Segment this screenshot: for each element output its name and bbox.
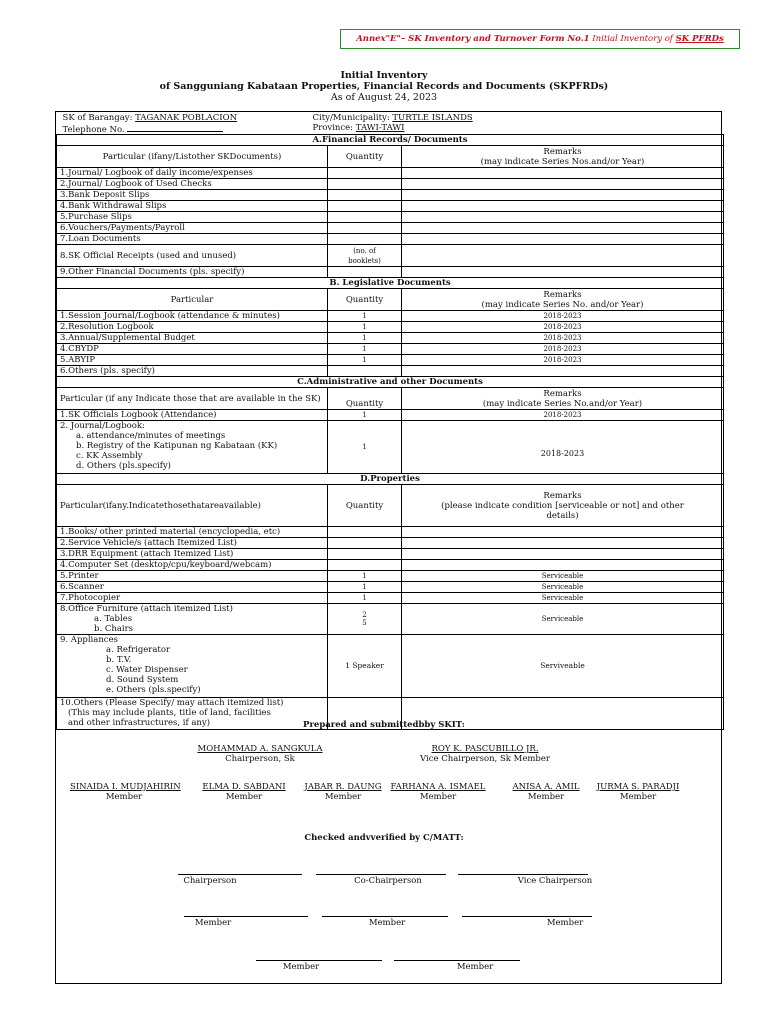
- annex-prefix: Annex"E"– SK Inventory and Turnover Form No.1: [356, 34, 590, 44]
- signature-line: [184, 916, 308, 917]
- table-row: [57, 245, 724, 267]
- remarks-cell: Serviceable: [402, 571, 724, 582]
- furniture-item: b. Chairs: [94, 624, 134, 634]
- telephone-label: Telephone No.: [62, 125, 128, 135]
- quantity-cell: [328, 267, 402, 278]
- remarks-cell: [402, 234, 724, 245]
- appliances-title: 9. Appliances: [60, 635, 118, 645]
- checker-role: Member: [456, 962, 494, 972]
- particular-cell: 4.Bank Withdrawal Slips: [57, 201, 328, 212]
- table-row: [57, 366, 724, 377]
- header-info-row: [57, 112, 724, 135]
- member-name: ELMA D. SABDANI: [202, 782, 286, 792]
- section-a-col-quantity: Quantity: [328, 146, 402, 168]
- section-d-remarks-title: Remarks: [543, 490, 582, 501]
- signature-line: [394, 960, 520, 961]
- member-name: SINAIDA I. MUDJAHIRIN: [70, 782, 181, 792]
- appliance-item: e. Others (pls.specify): [106, 685, 201, 695]
- inventory-table: [56, 112, 724, 730]
- member-signatory: [504, 782, 588, 802]
- quantity-cell: [328, 190, 402, 201]
- annex-label: [340, 29, 740, 49]
- quantity-cell: 1: [328, 582, 402, 593]
- section-d-remarks-details: details): [546, 510, 579, 521]
- quantity-cell: [328, 223, 402, 234]
- particular-cell: 1.Journal/ Logbook of daily income/expenses: [57, 168, 328, 179]
- quantity-cell: 1: [328, 322, 402, 333]
- appliance-item: a. Refrigerator: [106, 645, 171, 655]
- quantity-cell: [328, 179, 402, 190]
- quantity-cell: [328, 234, 402, 245]
- table-row: [57, 168, 724, 179]
- quantity-cell: 1: [328, 333, 402, 344]
- remarks-cell: Serviceable: [402, 582, 724, 593]
- barangay-field: [63, 113, 238, 123]
- remarks-cell: [402, 366, 724, 377]
- particular-cell: 4.Computer Set (desktop/cpu/keyboard/webcam): [57, 560, 328, 571]
- section-d-title: D.Properties: [57, 474, 724, 485]
- table-row: [57, 311, 724, 322]
- section-d-header: [57, 485, 724, 527]
- city-field: [313, 113, 473, 123]
- particular-cell: 1.Books/ other printed material (encyclopedia, etc): [57, 527, 328, 538]
- checker-role: Member: [546, 918, 584, 928]
- signature-line: [316, 874, 446, 875]
- remarks-cell: [402, 212, 724, 223]
- remarks-cell: 2018-2023: [402, 333, 724, 344]
- remarks-cell: 2018-2023: [402, 311, 724, 322]
- particular-cell: 9.Other Financial Documents (pls. specify): [57, 267, 328, 278]
- section-c-remarks-note: (may indicate Series No.and/or Year): [482, 398, 643, 409]
- member-name: ANISA A. AMIL: [512, 782, 580, 792]
- section-c-title: C.Administrative and other Documents: [57, 377, 724, 388]
- particular-cell: 6.Vouchers/Payments/Payroll: [57, 223, 328, 234]
- member-name: FARHANA A. ISMAEL: [390, 782, 486, 792]
- heading-subtitle: of Sangguniang Kabataan Properties, Financial Records and Documents (SKPFRDs): [159, 81, 609, 92]
- particular-cell: 2.Resolution Logbook: [57, 322, 328, 333]
- appliance-item: c. Water Dispenser: [106, 665, 188, 675]
- remarks-cell: [402, 223, 724, 234]
- section-a-col-remarks: [402, 146, 724, 168]
- document-heading: [0, 70, 768, 103]
- quantity-cell: [328, 212, 402, 223]
- section-a-title: A.Financial Records/ Documents: [57, 135, 724, 146]
- barangay-value: TAGANAK POBLACION: [135, 113, 238, 123]
- section-a-remarks-title: Remarks: [543, 146, 582, 157]
- section-d-remarks-note: (please indicate condition [serviceable or not] and other: [441, 500, 684, 511]
- member-signatory: [590, 782, 686, 802]
- particular-cell: 5.Printer: [57, 571, 328, 582]
- signature-line: [462, 916, 592, 917]
- particular-cell: 7.Loan Documents: [57, 234, 328, 245]
- section-b-header: [57, 289, 724, 311]
- remarks-cell: [402, 179, 724, 190]
- others-line: and other infrastructures, if any): [68, 718, 211, 728]
- particular-cell: [57, 421, 328, 474]
- remarks-cell: [402, 267, 724, 278]
- member-signatory: [390, 782, 486, 802]
- vice-chair-name: ROY K. PASCUBILLO JR.: [431, 744, 539, 754]
- member-name: JABAR R. DAUNG: [304, 782, 382, 792]
- section-a-remarks-note: (may indicate Series Nos.and/or Year): [480, 156, 645, 167]
- section-a-header: [57, 146, 724, 168]
- table-row: [57, 212, 724, 223]
- signature-line: [458, 874, 588, 875]
- quantity-cell: [328, 366, 402, 377]
- table-row: [57, 571, 724, 582]
- annex-middle: Initial Inventory of: [589, 34, 676, 44]
- vice-chair-role: Vice Chairperson, Sk Member: [420, 754, 550, 764]
- quantity-cell: 1: [328, 593, 402, 604]
- quantity-cell: 1: [328, 421, 402, 474]
- quantity-cell: [328, 549, 402, 560]
- particular-cell: 2.Journal/ Logbook of Used Checks: [57, 179, 328, 190]
- particular-cell: 6.Scanner: [57, 582, 328, 593]
- furniture-quantity: 5: [362, 619, 367, 627]
- remarks-cell: [402, 168, 724, 179]
- member-role: Member: [527, 792, 565, 802]
- member-role: Member: [419, 792, 457, 802]
- quantity-cell: [328, 538, 402, 549]
- section-c-col-quantity: Quantity: [328, 388, 402, 410]
- journal-item: d. Others (pls.specify): [76, 461, 171, 471]
- particular-cell: 3.DRR Equipment (attach Itemized List): [57, 549, 328, 560]
- quantity-cell: 1: [328, 355, 402, 366]
- quantity-cell: [328, 168, 402, 179]
- table-row: [57, 527, 724, 538]
- remarks-cell: [402, 549, 724, 560]
- quantity-cell: [328, 604, 402, 635]
- journal-title: 2. Journal/Logbook:: [60, 421, 145, 431]
- member-name: JURMA S. PARADJI: [596, 782, 680, 792]
- section-c-col-remarks: [402, 388, 724, 410]
- appliance-item: d. Sound System: [106, 675, 179, 685]
- checker-role: Member: [194, 918, 232, 928]
- province-label: Province:: [312, 123, 356, 133]
- city-label: City/Municipality:: [312, 113, 393, 123]
- section-c-col-particular: Particular (if any Indicate those that are available in the SK): [57, 388, 328, 410]
- remarks-cell: 2018-2023: [402, 410, 724, 421]
- furniture-quantity: 2: [362, 611, 367, 619]
- table-row: [57, 179, 724, 190]
- remarks-cell: [402, 538, 724, 549]
- checker-role: Member: [282, 962, 320, 972]
- table-row: [57, 201, 724, 212]
- particular-cell: 5.Purchase Slips: [57, 212, 328, 223]
- table-row: [57, 344, 724, 355]
- member-signatory: [300, 782, 386, 802]
- member-role: Member: [225, 792, 263, 802]
- heading-date: As of August 24, 2023: [330, 92, 438, 103]
- chair-role: Chairperson, Sk: [225, 754, 295, 764]
- section-c-remarks-title: Remarks: [543, 388, 582, 399]
- checker-role: Vice Chairperson: [517, 876, 593, 886]
- member-signatory: [198, 782, 290, 802]
- table-row: [57, 604, 724, 635]
- remarks-cell: Serviveable: [402, 635, 724, 698]
- table-row: [57, 234, 724, 245]
- furniture-item: a. Tables: [94, 614, 133, 624]
- section-d-col-remarks: [402, 485, 724, 527]
- particular-cell: 5.ABYIP: [57, 355, 328, 366]
- telephone-field: [63, 123, 224, 135]
- particular-cell: 1.Session Journal/Logbook (attendance & minutes): [57, 311, 328, 322]
- section-d-col-particular: Particular(ifany.Indicatethosethatareavailable): [57, 485, 328, 527]
- inventory-form: [55, 111, 722, 984]
- signature-line: [256, 960, 382, 961]
- quantity-cell: 1: [328, 571, 402, 582]
- province-field: [313, 123, 405, 133]
- remarks-cell: 2018-2023: [402, 322, 724, 333]
- signature-line: [322, 916, 448, 917]
- journal-item: a. attendance/minutes of meetings: [76, 431, 226, 441]
- city-value: TURTLE ISLANDS: [392, 113, 473, 123]
- remarks-cell: Serviceable: [402, 593, 724, 604]
- barangay-label: SK of Barangay:: [62, 113, 136, 123]
- remarks-cell: Serviceable: [402, 604, 724, 635]
- table-row: [57, 635, 724, 698]
- section-b-col-particular: Particular: [57, 289, 328, 311]
- chair-name: MOHAMMAD A. SANGKULA: [197, 744, 323, 754]
- table-row: [57, 421, 724, 474]
- others-line: 10.Others (Please Specify/ may attach itemized list): [60, 698, 284, 708]
- checker-role: Chairperson: [183, 876, 237, 886]
- table-row: [57, 582, 724, 593]
- table-row: [57, 560, 724, 571]
- table-row: [57, 333, 724, 344]
- furniture-title: 8.Office Furniture (attach itemized List): [60, 604, 233, 614]
- telephone-blank: [127, 123, 223, 132]
- particular-cell: 3.Bank Deposit Slips: [57, 190, 328, 201]
- prepared-title: Prepared and submittedbby SKIT:: [303, 720, 465, 730]
- member-role: Member: [324, 792, 362, 802]
- appliance-item: b. T.V.: [106, 655, 132, 665]
- table-row: [57, 538, 724, 549]
- member-role: Member: [105, 792, 143, 802]
- annex-suffix: SK PFRDs: [675, 34, 724, 44]
- particular-cell: 4.CBYDP: [57, 344, 328, 355]
- section-b-col-quantity: Quantity: [328, 289, 402, 311]
- remarks-cell: [402, 190, 724, 201]
- particular-cell: [57, 635, 328, 698]
- others-line: (This may include plants, title of land, facilities: [68, 708, 271, 718]
- particular-cell: 2.Service Vehicle/s (attach Itemized List): [57, 538, 328, 549]
- remarks-cell: [402, 245, 724, 267]
- checked-title: Checked andvverified by C/MATT:: [304, 833, 464, 843]
- table-row: [57, 410, 724, 421]
- quantity-cell: [328, 527, 402, 538]
- table-row: [57, 267, 724, 278]
- journal-item: c. KK Assembly: [76, 451, 143, 461]
- remarks-cell: [402, 560, 724, 571]
- quantity-cell: [328, 560, 402, 571]
- remarks-cell: [402, 201, 724, 212]
- quantity-cell: (no. of booklets): [328, 245, 402, 267]
- section-d-col-quantity: Quantity: [328, 485, 402, 527]
- table-row: [57, 223, 724, 234]
- particular-cell: 1.SK Officials Logbook (Attendance): [57, 410, 328, 421]
- member-role: Member: [619, 792, 657, 802]
- section-b-remarks-title: Remarks: [543, 289, 582, 300]
- signature-line: [178, 874, 302, 875]
- table-row: [57, 593, 724, 604]
- particular-cell: 6.Others (pls. specify): [57, 366, 328, 377]
- particular-cell: 8.SK Official Receipts (used and unused): [57, 245, 328, 267]
- section-a-col-particular: Particular (ifany/Listother SKDocuments): [57, 146, 328, 168]
- remarks-cell: 2018-2023: [402, 344, 724, 355]
- table-row: [57, 322, 724, 333]
- section-b-title: B. Legislative Documents: [57, 278, 724, 289]
- section-c-header: [57, 388, 724, 410]
- province-value: TAWI-TAWI: [355, 123, 405, 133]
- section-b-col-remarks: [402, 289, 724, 311]
- member-signatory: [70, 782, 181, 802]
- table-row: [57, 190, 724, 201]
- table-row: [57, 355, 724, 366]
- table-row: [57, 549, 724, 560]
- remarks-cell: 2018-2023: [402, 355, 724, 366]
- journal-item: b. Registry of the Katipunan ng Kabataan (KK): [76, 441, 278, 451]
- particular-cell: 7.Photocopier: [57, 593, 328, 604]
- chair-signatory: [180, 744, 340, 764]
- quantity-cell: 1 Speaker: [328, 635, 402, 698]
- checker-role: Co-Chairperson: [354, 876, 422, 886]
- particular-cell: [57, 604, 328, 635]
- quantity-cell: 1: [328, 311, 402, 322]
- remarks-cell: [402, 527, 724, 538]
- remarks-cell: 2018-2023: [402, 421, 724, 474]
- quantity-cell: 1: [328, 410, 402, 421]
- particular-cell: 3.Annual/Supplemental Budget: [57, 333, 328, 344]
- section-b-remarks-note: (may indicate Series No. and/or Year): [481, 299, 644, 310]
- quantity-cell: [328, 201, 402, 212]
- checker-role: Member: [368, 918, 406, 928]
- vice-chair-signatory: [380, 744, 590, 764]
- heading-title: Initial Inventory: [340, 70, 428, 81]
- quantity-cell: 1: [328, 344, 402, 355]
